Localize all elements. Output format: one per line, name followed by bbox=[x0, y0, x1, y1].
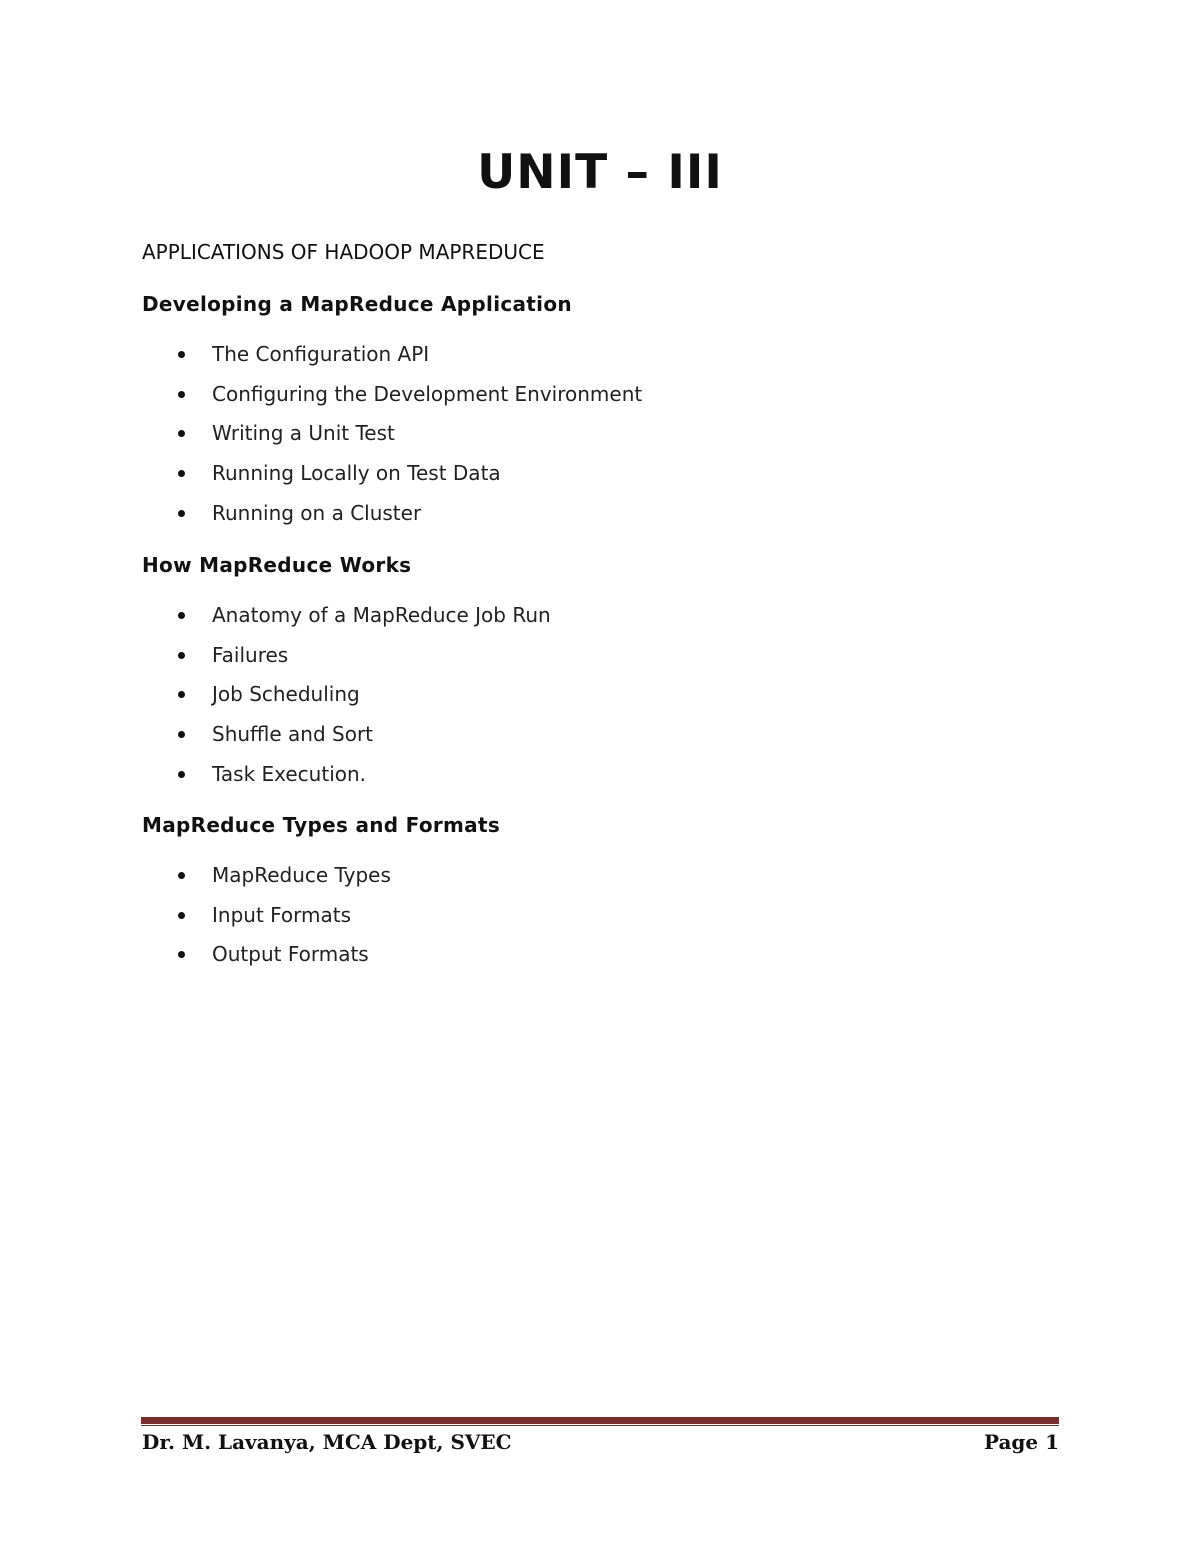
list-item bbox=[142, 380, 1042, 420]
bullet-icon bbox=[178, 912, 185, 919]
page-title: UNIT – III bbox=[477, 145, 723, 200]
bullet-icon bbox=[178, 510, 185, 517]
list-item-text: Task Execution. bbox=[212, 761, 367, 786]
bullet-icon bbox=[178, 430, 185, 437]
footer-author: Dr. M. Lavanya, MCA Dept, SVEC bbox=[142, 1430, 512, 1454]
section-mapreduce-types-and-formats bbox=[142, 811, 1042, 980]
list-item-text: Configuring the Development Environment bbox=[212, 381, 643, 406]
bullet-icon bbox=[178, 951, 185, 958]
footer-divider bbox=[141, 1417, 1059, 1424]
section-developing-mapreduce-application bbox=[142, 290, 1042, 538]
list-item-text: MapReduce Types bbox=[212, 863, 391, 887]
topic-list bbox=[142, 861, 1042, 980]
bullet-icon bbox=[178, 691, 185, 698]
list-item-text: Job Scheduling bbox=[212, 682, 360, 707]
list-item-text: Running Locally on Test Data bbox=[212, 461, 501, 486]
list-item-text: Output Formats bbox=[212, 942, 369, 967]
list-item bbox=[142, 861, 1042, 901]
section-heading: How MapReduce Works bbox=[142, 553, 412, 577]
list-item-text: Input Formats bbox=[212, 902, 352, 927]
bullet-icon bbox=[178, 652, 185, 659]
bullet-icon bbox=[178, 872, 185, 879]
bullet-icon bbox=[178, 731, 185, 738]
section-how-mapreduce-works bbox=[142, 551, 1042, 799]
list-item-text: Running on a Cluster bbox=[212, 500, 422, 525]
list-item bbox=[142, 601, 1042, 641]
list-item bbox=[142, 940, 1042, 980]
topic-list bbox=[142, 601, 1042, 799]
list-item bbox=[142, 760, 1042, 800]
bullet-icon bbox=[178, 351, 185, 358]
bullet-icon bbox=[178, 391, 185, 398]
list-item bbox=[142, 901, 1042, 941]
list-item-text: Writing a Unit Test bbox=[212, 421, 395, 446]
list-item-text: Failures bbox=[212, 642, 289, 667]
section-heading: MapReduce Types and Formats bbox=[142, 813, 501, 837]
subject-heading: APPLICATIONS OF HADOOP MAPREDUCE bbox=[142, 240, 545, 264]
list-item bbox=[142, 419, 1042, 459]
bullet-icon bbox=[178, 612, 185, 619]
footer-divider-thin bbox=[141, 1425, 1059, 1426]
list-item-text: Anatomy of a MapReduce Job Run bbox=[212, 603, 551, 627]
bullet-icon bbox=[178, 470, 185, 477]
topic-list bbox=[142, 340, 1042, 538]
list-item bbox=[142, 641, 1042, 681]
list-item-text: Shuffle and Sort bbox=[212, 722, 374, 747]
footer-page-number: Page 1 bbox=[983, 1430, 1059, 1454]
list-item bbox=[142, 680, 1042, 720]
list-item bbox=[142, 720, 1042, 760]
bullet-icon bbox=[178, 771, 185, 778]
list-item bbox=[142, 499, 1042, 539]
list-item-text: The Configuration API bbox=[212, 342, 430, 366]
list-item bbox=[142, 459, 1042, 499]
section-heading: Developing a MapReduce Application bbox=[142, 292, 572, 316]
list-item bbox=[142, 340, 1042, 380]
